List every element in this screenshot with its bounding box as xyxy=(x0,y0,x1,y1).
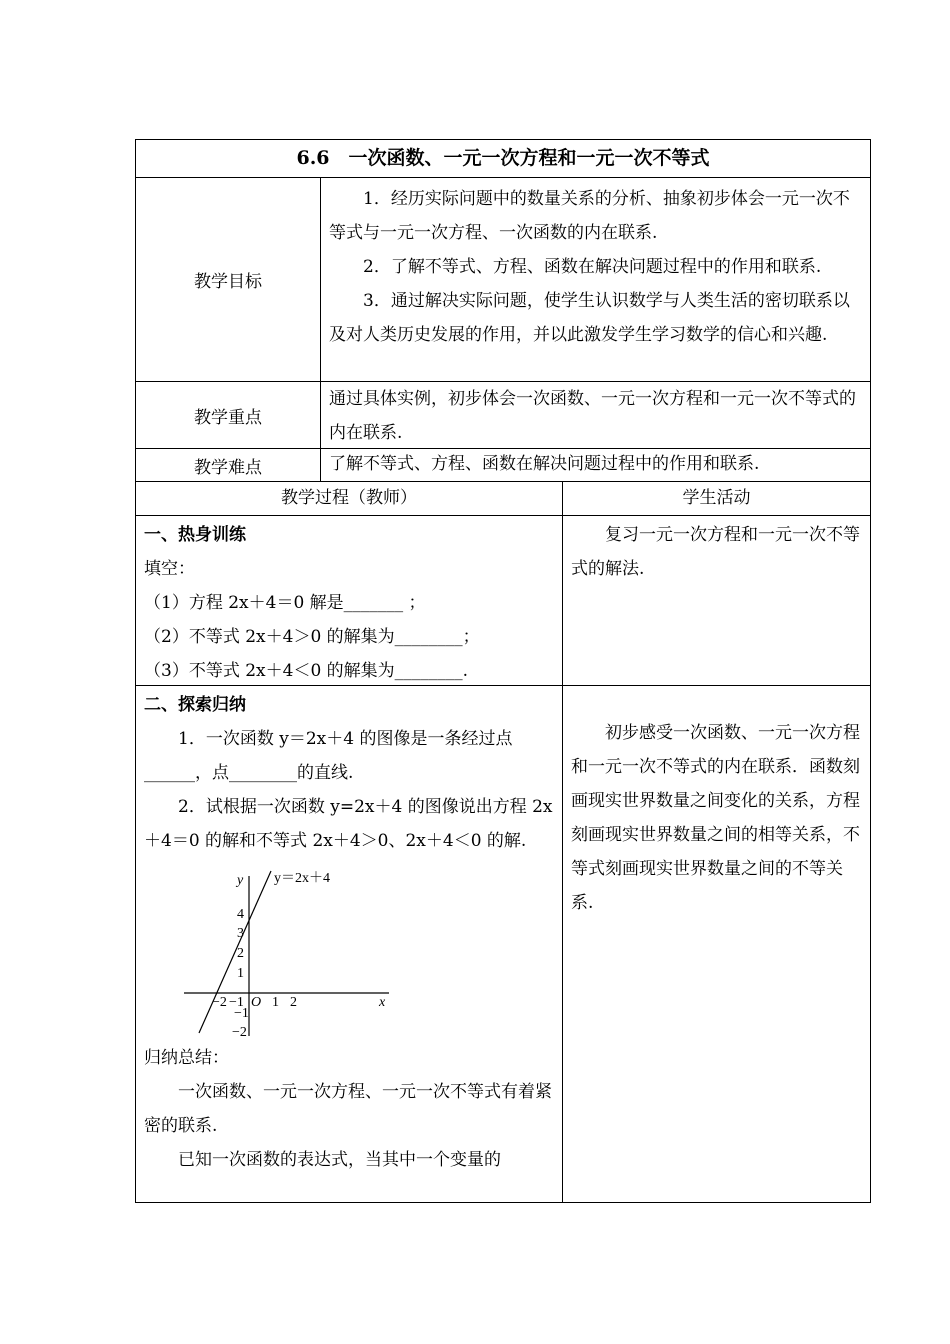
x-tick-label: −2 xyxy=(212,995,227,1010)
graph-svg xyxy=(174,866,394,1041)
y-tick-label: −2 xyxy=(232,1025,247,1040)
section2-student xyxy=(563,686,870,1202)
objectives-label: 教学目标 xyxy=(136,178,321,381)
column-header-row xyxy=(136,481,870,515)
y-tick-label: 4 xyxy=(237,907,244,922)
y-tick-label: 1 xyxy=(237,966,244,981)
summary-text-continued: 已知一次函数的表达式，当其中一个变量的 xyxy=(178,1150,501,1170)
section1-student xyxy=(563,516,870,685)
objective-item: 2．了解不等式、方程、函数在解决问题过程中的作用和联系. xyxy=(363,257,822,277)
objective-item: 3．通过解决实际问题，使学生认识数学与人类生活的密切联系以及对人类历史发展的作用，并以此激发学生学习数学的信心和兴趣. xyxy=(329,291,850,345)
key-points-row xyxy=(136,381,870,448)
key-points-text: 通过具体实例，初步体会一次函数、一元一次方程和一元一次不等式的内在联系. xyxy=(329,389,856,443)
difficulties-label: 教学难点 xyxy=(136,449,321,481)
student-column-header: 学生活动 xyxy=(682,488,751,508)
section2-teacher xyxy=(136,686,563,1202)
difficulties-text: 了解不等式、方程、函数在解决问题过程中的作用和联系. xyxy=(329,454,760,474)
y-tick-label: 3 xyxy=(237,926,244,941)
difficulties-row xyxy=(136,448,870,481)
objective-item: 1．经历实际问题中的数量关系的分析、抽象初步体会一元一次不等式与一元一次方程、一次函数的内在联系. xyxy=(329,189,850,243)
y-tick-label: 2 xyxy=(237,946,244,961)
objectives-content xyxy=(321,178,870,381)
teacher-column-header: 教学过程（教师） xyxy=(136,482,563,515)
y-tick-label: −1 xyxy=(234,1006,249,1021)
section2-student-text: 初步感受一次函数、一元一次方程和一元一次不等式的内在联系．函数刻画现实世界数量之间变化的关系，方程刻画现实世界数量之间的相等关系，不等式刻画现实世界数量之间的不等关系. xyxy=(571,723,860,913)
origin-label: O xyxy=(251,995,262,1010)
section1-item: （1）方程 2x＋4＝0 解是_______ ； xyxy=(144,593,426,613)
section1-teacher xyxy=(136,516,563,685)
function-graph xyxy=(174,866,394,1041)
section1-intro: 填空： xyxy=(144,559,195,579)
page-title: 6.6 一次函数、一元一次方程和一元一次不等式 xyxy=(296,147,710,169)
section1-item: （2）不等式 2x＋4＞0 的解集为________； xyxy=(144,627,480,647)
x-tick-label: 2 xyxy=(290,995,297,1010)
y-axis-label: y xyxy=(237,873,244,888)
x-tick-label: −1 xyxy=(229,995,244,1010)
section2-heading: 二、探索归纳 xyxy=(144,695,246,715)
section2-row xyxy=(136,685,870,1202)
section1-item: （3）不等式 2x＋4＜0 的解集为________. xyxy=(144,661,469,681)
lesson-table xyxy=(135,139,871,1203)
objectives-row xyxy=(136,177,870,381)
title-row xyxy=(136,140,870,177)
summary-label: 归纳总结： xyxy=(144,1048,229,1068)
line-equation-label: y＝2x＋4 xyxy=(274,871,330,886)
section1-heading: 一、热身训练 xyxy=(144,525,246,545)
key-points-label: 教学重点 xyxy=(136,382,321,448)
x-axis-label: x xyxy=(379,995,386,1010)
section2-question-1: 1．一次函数 y＝2x＋4 的图像是一条经过点______，点________的直线. xyxy=(144,729,513,783)
section1-student-text: 复习一元一次方程和一元一次不等式的解法. xyxy=(571,525,860,579)
summary-text: 一次函数、一元一次方程、一元一次不等式有着紧密的联系. xyxy=(144,1082,552,1136)
x-tick-label: 1 xyxy=(272,995,279,1010)
section2-question-2: 2．试根据一次函数 y=2x＋4 的图像说出方程 2x＋4＝0 的解和不等式 2x＋4＞0、2x＋4＜0 的解. xyxy=(144,797,553,851)
tick-labels xyxy=(212,871,386,1040)
section1-row xyxy=(136,515,870,685)
